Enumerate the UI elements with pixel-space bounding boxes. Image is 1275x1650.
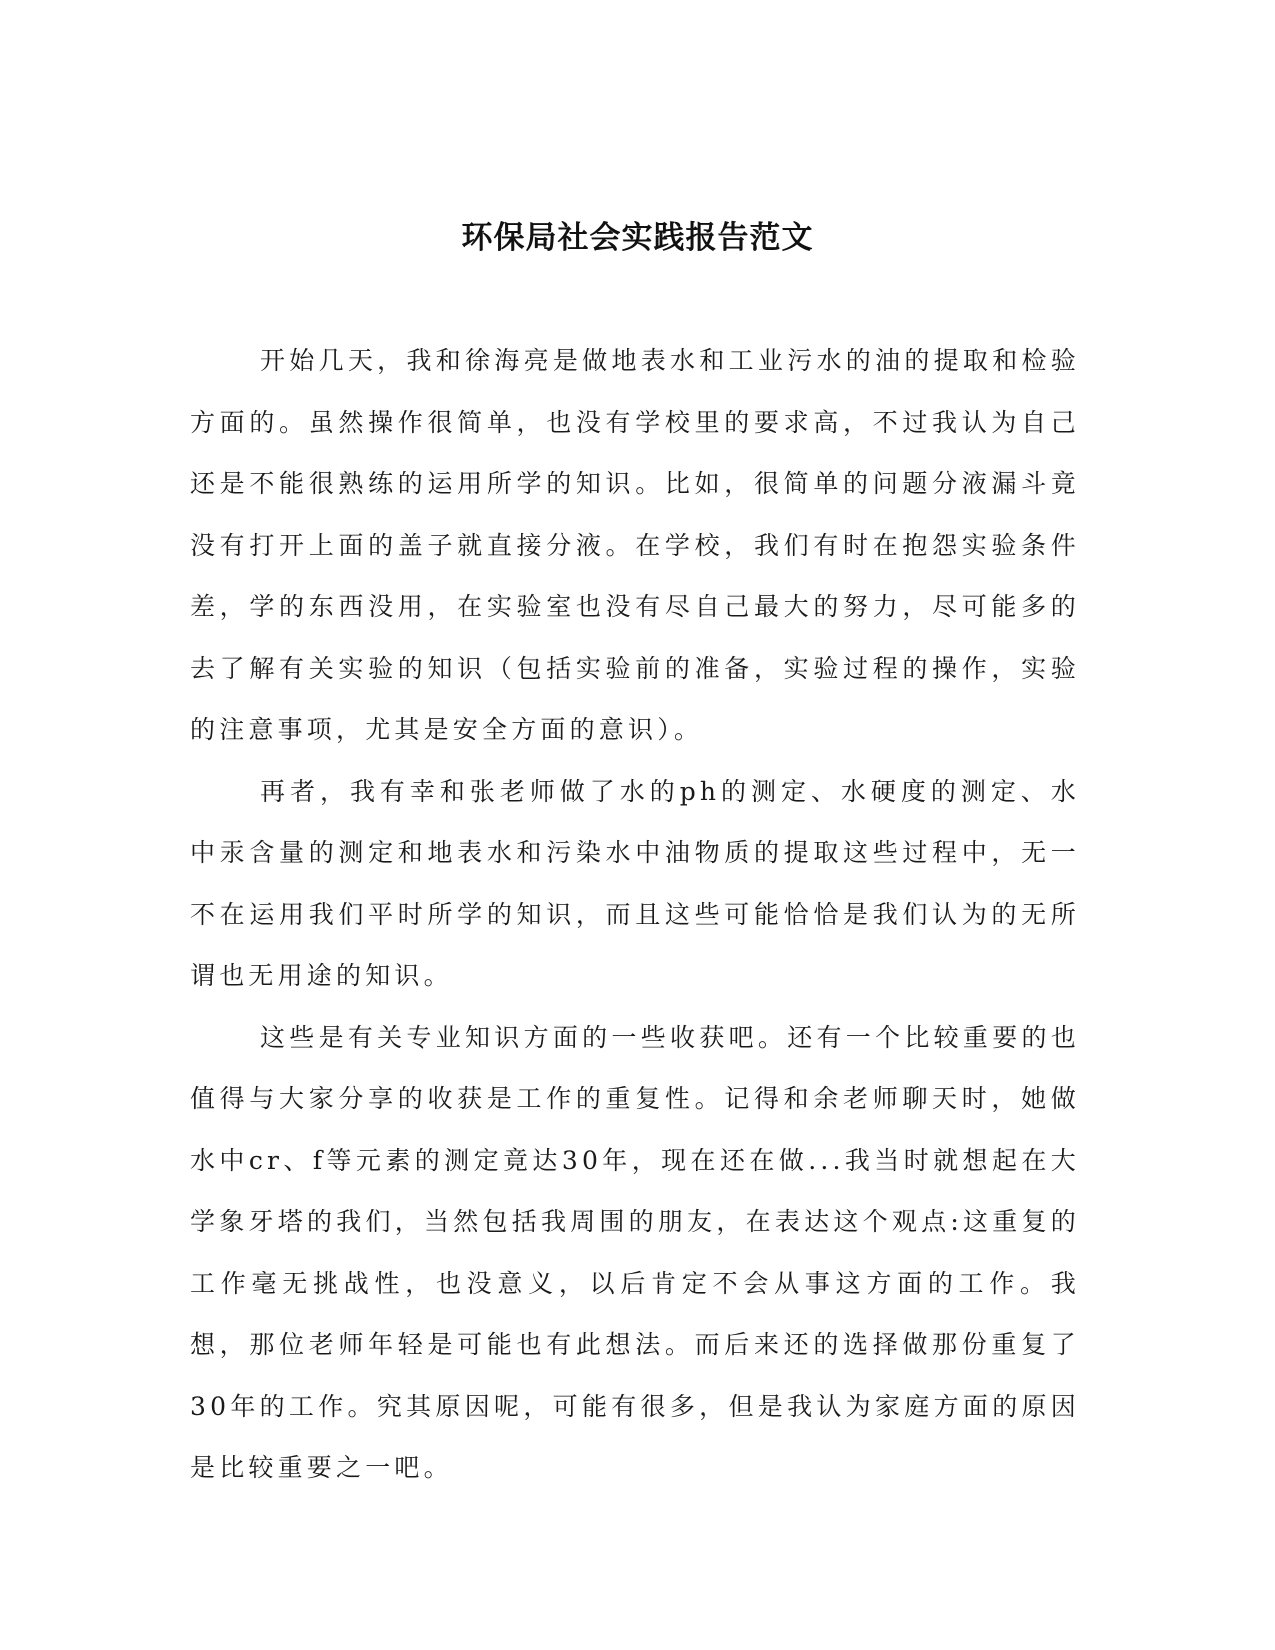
paragraph-2: 再者，我有幸和张老师做了水的ph的测定、水硬度的测定、水中汞含量的测定和地表水和污染水中油物质的提取这些过程中，无一不在运用我们平时所学的知识，而且这些可能恰恰是我们认为的无所谓也无用途的知识。 xyxy=(190,776,1080,990)
document-title: 环保局社会实践报告范文 xyxy=(461,220,814,256)
paragraph-1: 开始几天，我和徐海亮是做地表水和工业污水的油的提取和检验方面的。虽然操作很简单，也没有学校里的要求高，不过我认为自己还是不能很熟练的运用所学的知识。比如，很简单的问题分液漏斗竟没有打开上面的盖子就直接分液。在学校，我们有时在抱怨实验条件差，学的东西没用，在实验室也没有尽自己最大的努力，尽可能多的去了解有关实验的知识（包括实验前的准备，实验过程的操作，实验的注意事项，尤其是安全方面的意识）。 xyxy=(190,346,1080,744)
paragraph-3: 这些是有关专业知识方面的一些收获吧。还有一个比较重要的也值得与大家分享的收获是工作的重复性。记得和余老师聊天时，她做水中cr、f等元素的测定竟达30年，现在还在做...我当时就想起在大学象牙塔的我们，当然包括我周围的朋友，在表达这个观点:这重复的工作毫无挑战性，也没意义，以后肯定不会从事这方面的工作。我想，那位老师年轻是可能也有此想法。而后来还的选择做那份重复了30年的工作。究其原因呢，可能有很多，但是我认为家庭方面的原因是比较重要之一吧。 xyxy=(190,1022,1080,1482)
document-body xyxy=(190,330,1080,1499)
